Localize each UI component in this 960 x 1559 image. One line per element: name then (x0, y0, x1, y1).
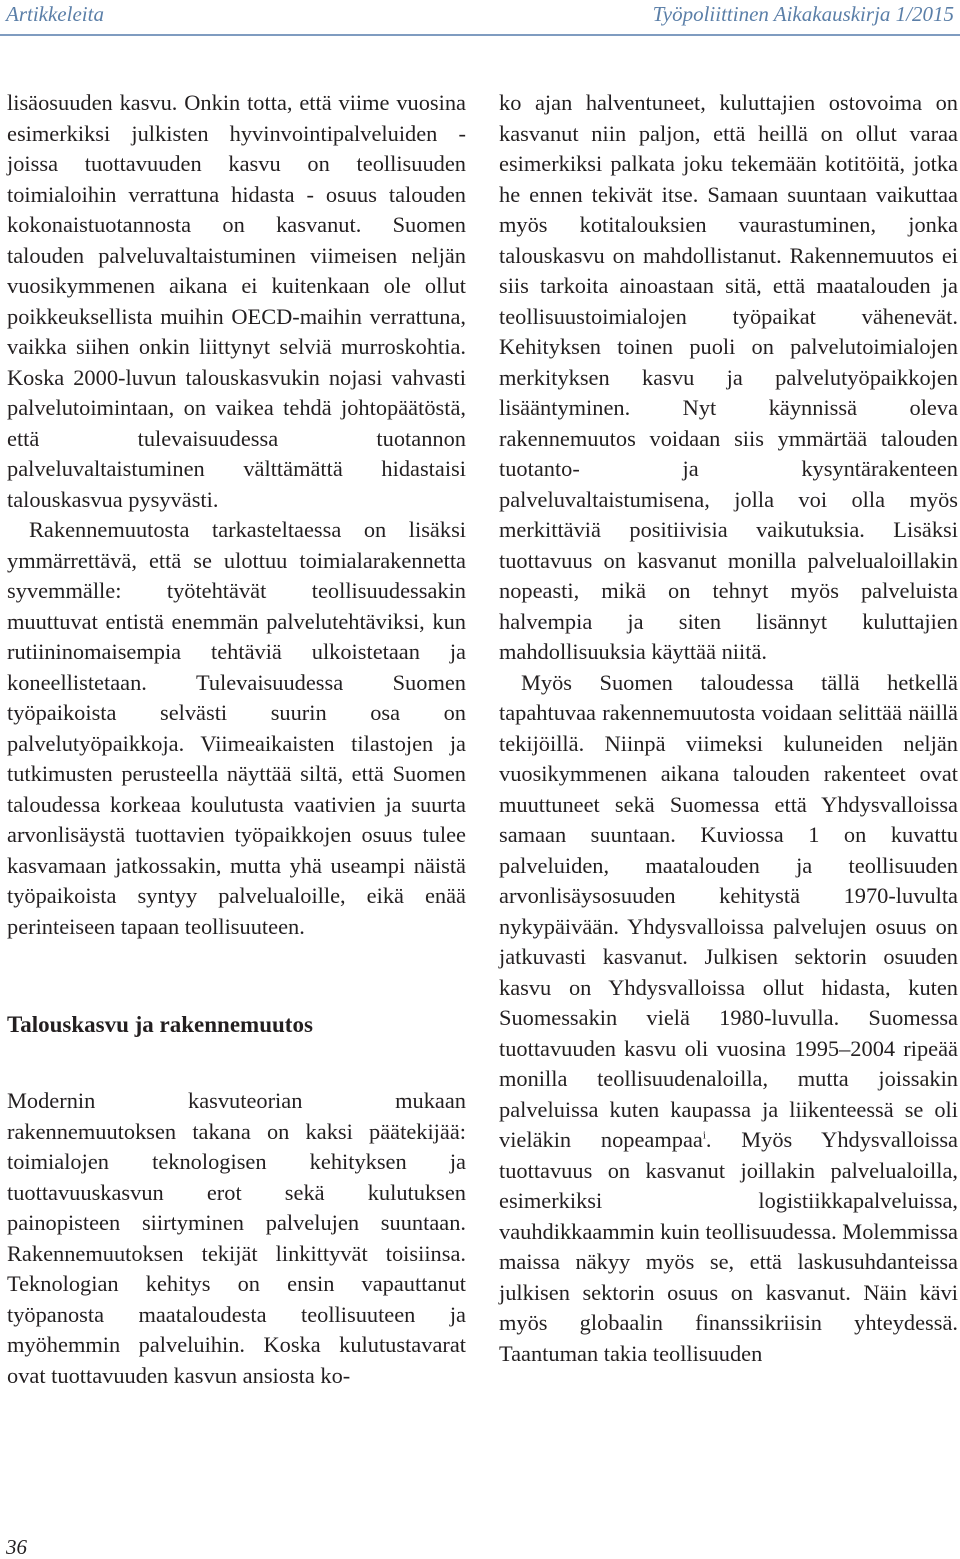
left-column (7, 88, 466, 1391)
section-heading: Talouskasvu ja rakennemuutos (7, 1012, 313, 1037)
page-number: 36 (6, 1535, 27, 1559)
paragraph: Rakennemuutosta tarkasteltaessa on lisäksi ymmärrettävä, että se ulottuu toimialarakennetta syvemmälle: työtehtävät teollisuudessakin muuttuvat entistä enemmän palvelutehtäviksi, kun rutiininomaisempia tehtäviä ulkoistetaan ja koneellistetaan. Tulevaisuudessa Suomen työpaikoista selvästi suurin osa on palvelutyöpaikkoja. Viimeaikaisten tilastojen ja tutkimusten perusteella näyttää siltä, että Suomen taloudessa korkeaa koulutusta vaativien ja suurta arvonlisäystä tuottavien työpaikkojen osuus tulee kasvamaan jatkossakin, mutta yhä useampi näistä työpaikoista syntyy palvelualoille, eikä enää perinteiseen tapaan teollisuuteen. (7, 517, 466, 939)
paragraph-text: . Myös Yhdysvalloissa tuottavuus on kasvanut joillakin palvelualoilla, esimerkiksi logistiikkapalveluissa, vauhdikkaammin kuin teollisuudessa. Molemmissa maissa näkyy myös se, että laskusuhdanteissa julkisen sektorin osuus on kasvanut. Näin kävi myös globaalin finanssikriisin yhteydessä. Taantuman takia teollisuuden (499, 1127, 958, 1366)
paragraph (499, 668, 958, 1370)
right-column (499, 88, 958, 1369)
paragraph: Modernin kasvuteorian mukaan rakennemuutoksen takana on kaksi päätekijää: toimialojen teknologisen kehityksen ja tuottavuuskasvun erot sekä kulutuksen painopisteen siirtyminen palvelujen suuntaan. Rakennemuutoksen tekijät linkittyvät toisiinsa. Teknologian kehitys on ensin vapauttanut työpanosta maataloudesta teollisuuteen ja myöhemmin palveluihin. Koska kulutustavarat ovat tuottavuuden kasvun ansiosta ko- (7, 1088, 466, 1388)
footnote-marker[interactable]: i (702, 1129, 706, 1142)
journal-title: Työpoliittinen Aikakauskirja 1/2015 (652, 2, 954, 26)
paragraph: lisäosuuden kasvu. Onkin totta, että viime vuosina esimerkiksi julkisten hyvinvointipalveluiden - joissa tuottavuuden kasvu on teollisuuden toimialoihin verrattuna hidasta - osuus talouden kokonaistuotannosta on kasvanut. Suomen talouden palveluvaltaistuminen viimeisen neljän vuosikymmenen aikana ei kuitenkaan ole ollut poikkeuksellista muihin OECD-maihin verrattuna, vaikka siihen onkin liittynyt selviä murroskohtia. Koska 2000-luvun talouskasvukin nojasi vahvasti palvelutoimintaan, on vaikea tehdä johtopäätöstä, että tulevaisuudessa tuotannon palveluvaltaistuminen välttämättä hidastaisi talouskasvua pysyvästi. (7, 90, 466, 512)
header-rule (0, 34, 960, 36)
paragraph-text: Myös Suomen taloudessa tällä hetkellä tapahtuvaa rakennemuutosta voidaan selittää näillä tekijöillä. Niinpä viimeksi kuluneiden neljän vuosikymmenen aikana talouden rakenteet ovat muuttuneet sekä Suomessa että Yhdysvalloissa samaan suuntaan. Kuviossa 1 on kuvattu palveluiden, maatalouden ja teollisuuden arvonlisäysosuuden kehitystä 1970-luvulta nykypäivään. Yhdysvalloissa palvelujen osuus on jatkuvasti kasvanut. Julkisen sektorin osuuden kasvu on Yhdysvalloissa ollut hidasta, kuten Suomessakin vielä 1980-luvulla. Suomessa tuottavuuden kasvu oli vuosina 1995–2004 ripeää monilla teollisuudenaloilla, mutta joissakin palveluissa kuten kaupassa ja liikenteessä se oli vieläkin nopeampaa (499, 669, 958, 1152)
section-label: Artikkeleita (6, 2, 104, 26)
running-header (0, 0, 960, 32)
paragraph: ko ajan halventuneet, kuluttajien ostovoima on kasvanut niin paljon, että heillä on ollut varaa esimerkiksi palkata joku tekemään kotitöitä, jotka he ennen tekivät itse. Samaan suuntaan vaikuttaa myös kotitalouksien vaurastuminen, jonka talouskasvu on mahdollistanut. Rakennemuutos ei siis tarkoita ainoastaan sitä, että maatalouden ja teollisuustoimialojen työpaikat vähenevät. Kehityksen toinen puoli on palvelutoimialojen merkityksen kasvu ja palvelutyöpaikkojen lisääntyminen. Nyt käynnissä oleva rakennemuutos voidaan siis ymmärtää talouden tuotanto- ja kysyntärakenteen palveluvaltaistumisena, jolla voi olla myös merkittäviä positiivisia vaikutuksia. Lisäksi tuottavuus on kasvanut monilla palvelualoillakin nopeasti, mikä on tehnyt myös palveluista halvempia ja siten lisännyt kuluttajien mahdollisuuksia käyttää niitä. (499, 90, 958, 664)
